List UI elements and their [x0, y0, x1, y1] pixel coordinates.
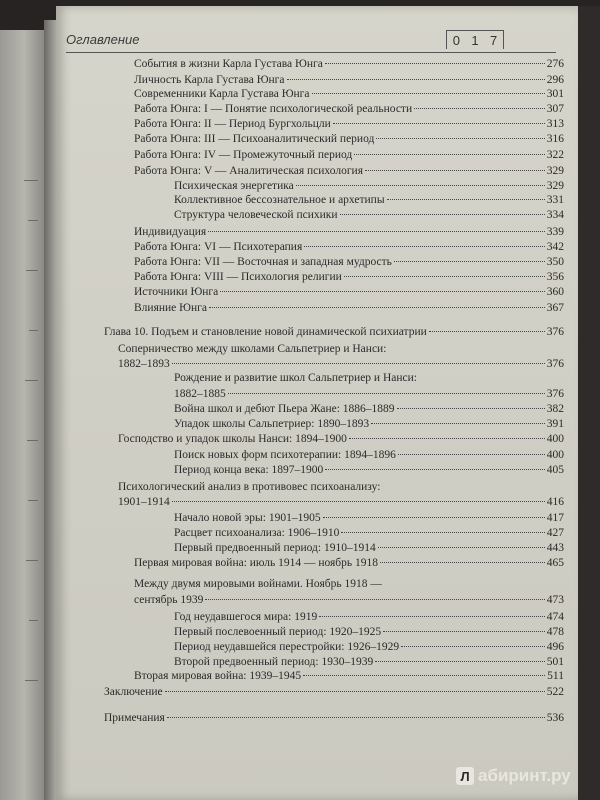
- leader-dots: [397, 408, 545, 409]
- toc-entry[interactable]: [174, 449, 564, 461]
- toc-entry-title: Работа Юнга: VI — Психотерапия: [134, 241, 303, 253]
- toc-page-number: 443: [546, 542, 564, 554]
- toc-entry[interactable]: [118, 496, 564, 508]
- leader-dots: [365, 170, 545, 171]
- toc-entry[interactable]: [104, 686, 564, 698]
- toc-entry[interactable]: [174, 527, 564, 539]
- toc-entry-title: Упадок школы Сальпетриер: 1890–1893: [174, 418, 370, 430]
- leader-dots: [387, 199, 545, 200]
- toc-entry[interactable]: [134, 594, 564, 606]
- toc-page-number: 316: [546, 133, 564, 145]
- toc-entry-title: Работа Юнга: II — Период Бургхольцли: [134, 118, 331, 130]
- toc-entry[interactable]: [134, 670, 564, 682]
- leader-dots: [376, 138, 544, 139]
- toc-page-number: 417: [546, 512, 564, 524]
- running-head-title: Оглавление: [66, 32, 140, 47]
- toc-entry[interactable]: [134, 118, 564, 130]
- toc-entry-title: Первая мировая война: июль 1914 — ноябрь 1918: [134, 557, 379, 569]
- leader-dots: [209, 307, 545, 308]
- toc-entry-title: Первый предвоенный период: 1910–1914: [174, 542, 376, 554]
- toc-entry-title: Глава 10. Подъем и становление новой динамической психиатрии: [104, 326, 427, 338]
- toc-page-number: 322: [546, 149, 564, 161]
- toc-entry-title: Работа Юнга: III — Психоаналитический период: [134, 133, 375, 145]
- toc-page-number: 416: [546, 496, 564, 508]
- toc-entry[interactable]: [134, 88, 564, 100]
- toc-entry-title: Работа Юнга: V — Аналитическая психология: [134, 165, 363, 177]
- toc-entry-title: Влияние Юнга: [134, 302, 207, 314]
- toc-entry[interactable]: [174, 180, 564, 192]
- toc-entry-title: Работа Юнга: VIII — Психология религии: [134, 271, 342, 283]
- toc-entry[interactable]: [174, 656, 564, 668]
- toc-page-number: 329: [546, 180, 564, 192]
- toc-page-number: 313: [546, 118, 564, 130]
- toc-entry-title-line1: Психологический анализ в противовес психоанализу:: [118, 481, 381, 493]
- toc-entry[interactable]: [174, 194, 564, 206]
- toc-entry[interactable]: [174, 464, 564, 476]
- table-of-contents: [56, 6, 578, 800]
- toc-entry[interactable]: [134, 58, 564, 70]
- toc-entry[interactable]: [104, 326, 564, 338]
- toc-page-number: 400: [546, 449, 564, 461]
- toc-entry-title: Психическая энергетика: [174, 180, 294, 192]
- leader-dots: [228, 393, 545, 394]
- toc-entry[interactable]: [174, 209, 564, 221]
- page-number-digit: 0: [452, 32, 460, 48]
- toc-entry[interactable]: [174, 626, 564, 638]
- leader-dots: [304, 246, 545, 247]
- toc-page-number: 391: [546, 418, 564, 430]
- toc-entry[interactable]: [174, 403, 564, 415]
- toc-entry-title-line1: Соперничество между школами Сальпетриер и Нанси:: [118, 343, 387, 355]
- toc-page-number: 367: [546, 302, 564, 314]
- toc-entry-title: Год неудавшегося мира: 1919: [174, 611, 318, 623]
- toc-page-number: 307: [546, 103, 564, 115]
- book-cover-edge: [578, 6, 600, 800]
- left-page-mark: [25, 380, 38, 381]
- toc-page-number: 496: [546, 641, 564, 653]
- leader-dots: [344, 276, 545, 277]
- toc-entry-title: Второй предвоенный период: 1930–1939: [174, 656, 374, 668]
- toc-entry[interactable]: [134, 149, 564, 161]
- leader-dots: [378, 547, 545, 548]
- leader-dots: [349, 438, 545, 439]
- toc-entry-title: Индивидуация: [134, 226, 207, 238]
- toc-entry[interactable]: [134, 302, 564, 314]
- left-page-mark: [29, 620, 38, 621]
- page-number-digit: 1: [471, 32, 479, 48]
- toc-entry[interactable]: [134, 133, 564, 145]
- leader-dots: [341, 532, 544, 533]
- leader-dots: [205, 599, 544, 600]
- leader-dots: [325, 469, 544, 470]
- left-page-mark: [28, 220, 38, 221]
- toc-entry[interactable]: [118, 358, 564, 370]
- toc-page-number: 342: [546, 241, 564, 253]
- toc-page-number: 382: [546, 403, 564, 415]
- toc-entry-title-line1: Между двумя мировыми войнами. Ноябрь 1918 —: [134, 578, 382, 590]
- toc-entry[interactable]: [134, 286, 564, 298]
- left-page-mark: [26, 270, 38, 271]
- toc-entry[interactable]: [134, 241, 564, 253]
- toc-page-number: 356: [546, 271, 564, 283]
- leader-dots: [287, 79, 545, 80]
- leader-dots: [429, 331, 545, 332]
- leader-dots: [380, 562, 545, 563]
- toc-entry[interactable]: [104, 712, 564, 724]
- toc-entry[interactable]: [174, 512, 564, 524]
- left-page-mark: [25, 680, 38, 681]
- toc-entry-title: Вторая мировая война: 1939–1945: [134, 670, 302, 682]
- toc-entry[interactable]: [134, 74, 564, 86]
- toc-entry-title: Личность Карла Густава Юнга: [134, 74, 285, 86]
- toc-page-number: 339: [546, 226, 564, 238]
- toc-page-number: 522: [546, 686, 564, 698]
- toc-page-number: 405: [546, 464, 564, 476]
- toc-entry[interactable]: [134, 271, 564, 283]
- toc-page-number: 331: [546, 194, 564, 206]
- watermark-text: абиринт.ру: [478, 766, 571, 785]
- toc-page-number: 329: [546, 165, 564, 177]
- toc-page-number: 360: [546, 286, 564, 298]
- toc-page-number: 536: [546, 712, 564, 724]
- left-page-mark: [28, 500, 38, 501]
- leader-dots: [220, 291, 545, 292]
- toc-page-number: 350: [546, 256, 564, 268]
- leader-dots: [394, 261, 545, 262]
- leader-dots: [319, 616, 545, 617]
- leader-dots: [340, 214, 545, 215]
- toc-entry-title: Работа Юнга: I — Понятие психологической реальности: [134, 103, 413, 115]
- toc-entry-title: сентябрь 1939: [134, 594, 204, 606]
- toc-entry-title: 1882–1893: [118, 358, 170, 370]
- toc-entry[interactable]: [134, 557, 564, 569]
- toc-entry-title: 1882–1885: [174, 388, 226, 400]
- leader-dots: [323, 517, 545, 518]
- toc-entry-title: Заключение: [104, 686, 163, 698]
- site-watermark: [456, 766, 571, 786]
- toc-entry-title-line1: Рождение и развитие школ Сальпетриер и Нанси:: [174, 372, 417, 384]
- leader-dots: [165, 691, 545, 692]
- toc-page-number: 511: [547, 670, 564, 682]
- leader-dots: [172, 363, 545, 364]
- toc-entry-title: Работа Юнга: IV — Промежуточный период: [134, 149, 353, 161]
- toc-entry-title: Война школ и дебют Пьера Жане: 1886–1889: [174, 403, 395, 415]
- toc-page-number: 473: [546, 594, 564, 606]
- toc-entry[interactable]: [134, 256, 564, 268]
- toc-page-number: 334: [546, 209, 564, 221]
- toc-page-number: 465: [546, 557, 564, 569]
- leader-dots: [167, 717, 545, 718]
- toc-page-number: 376: [546, 388, 564, 400]
- toc-entry[interactable]: [174, 542, 564, 554]
- toc-entry-title: Период конца века: 1897–1900: [174, 464, 324, 476]
- toc-page-number: 376: [546, 326, 564, 338]
- leader-dots: [401, 646, 545, 647]
- left-page-mark: [26, 560, 38, 561]
- toc-entry[interactable]: [174, 641, 564, 653]
- labirint-logo-icon: Л: [456, 767, 474, 785]
- toc-entry-title: 1901–1914: [118, 496, 170, 508]
- leader-dots: [303, 675, 545, 676]
- toc-page-number: 427: [546, 527, 564, 539]
- leader-dots: [312, 93, 545, 94]
- toc-entry[interactable]: [174, 388, 564, 400]
- toc-entry[interactable]: [174, 611, 564, 623]
- toc-page-number: 478: [546, 626, 564, 638]
- toc-entry-title: Первый послевоенный период: 1920–1925: [174, 626, 382, 638]
- toc-page-number: 376: [546, 358, 564, 370]
- leader-dots: [398, 454, 545, 455]
- toc-entry-title: События в жизни Карла Густава Юнга: [134, 58, 323, 70]
- left-page-edge: [0, 30, 44, 800]
- leader-dots: [414, 108, 545, 109]
- left-page-mark: [24, 180, 38, 181]
- leader-dots: [296, 185, 545, 186]
- page-number-digit: 7: [490, 32, 498, 48]
- left-page-mark: [27, 440, 38, 441]
- leader-dots: [333, 123, 545, 124]
- book-page: [56, 6, 578, 800]
- leader-dots: [354, 154, 544, 155]
- toc-entry[interactable]: [174, 418, 564, 430]
- toc-entry-title: Коллективное бессознательное и архетипы: [174, 194, 385, 206]
- toc-entry-title: Период неудавшейся перестройки: 1926–1929: [174, 641, 400, 653]
- toc-entry-title: Структура человеческой психики: [174, 209, 338, 221]
- toc-page-number: 501: [546, 656, 564, 668]
- toc-page-number: 301: [546, 88, 564, 100]
- toc-entry[interactable]: [134, 165, 564, 177]
- toc-page-number: 400: [546, 433, 564, 445]
- toc-entry-title: Источники Юнга: [134, 286, 219, 298]
- toc-page-number: 474: [546, 611, 564, 623]
- toc-entry[interactable]: [118, 433, 564, 445]
- leader-dots: [172, 501, 545, 502]
- toc-entry[interactable]: [134, 103, 564, 115]
- toc-entry-title: Господство и упадок школы Нанси: 1894–1900: [118, 433, 347, 445]
- leader-dots: [383, 631, 545, 632]
- toc-entry[interactable]: [134, 226, 564, 238]
- toc-entry-title: Начало новой эры: 1901–1905: [174, 512, 321, 524]
- leader-dots: [208, 231, 545, 232]
- toc-entry-title: Современники Карла Густава Юнга: [134, 88, 310, 100]
- toc-entry-title: Примечания: [104, 712, 165, 724]
- toc-page-number: 276: [546, 58, 564, 70]
- toc-entry-title: Работа Юнга: VII — Восточная и западная мудрость: [134, 256, 392, 268]
- leader-dots: [375, 661, 545, 662]
- leader-dots: [371, 423, 545, 424]
- leader-dots: [325, 63, 545, 64]
- toc-entry-title: Поиск новых форм психотерапии: 1894–1896: [174, 449, 396, 461]
- toc-entry-title: Расцвет психоанализа: 1906–1910: [174, 527, 340, 539]
- left-page-mark: [29, 330, 38, 331]
- toc-page-number: 296: [546, 74, 564, 86]
